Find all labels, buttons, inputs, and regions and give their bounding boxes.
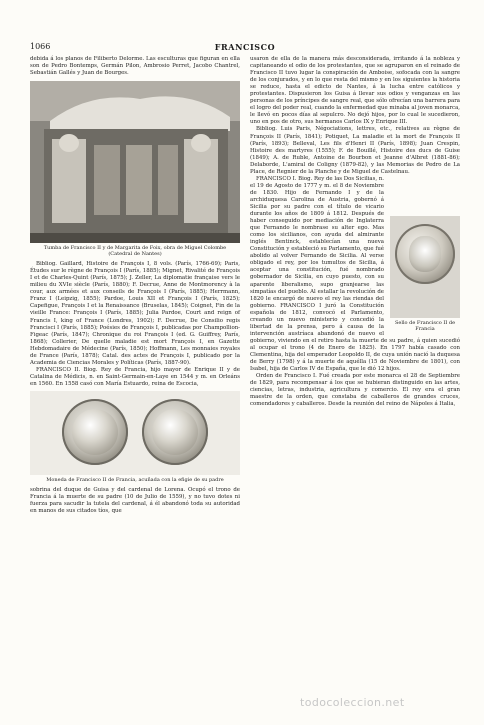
seal-figure (390, 216, 460, 332)
continuation-paragraph: sobrina del duque de Guisa y del cardenal de Lorena. Ocupó el trono de Francia á la muerte de su padre (10 de Julio de 1559), y no tuvo dotes ni fuerza para sacudir la tutela del cardenal, á él abandonó toda su autoridad en manos de sus citados tíos, que (30, 486, 240, 515)
francisco-ii-history: usaron de ella de la manera más desconsiderada, irritando á la nobleza y capitaneando el odio de los protestantes, que se agruparon en el reinado de Francisco II tuvo lugar la conspiración de Amboise, sofocada con la sangre de los conjurados, y en lo que resta del mismo y en los siguientes la historia se reduce, hasta el edicto de Nantes, á la lucha entre católicos y protestantes. Dispusieron los Guisa á llevar sus odios y venganzas en las personas de los príncipes de sangre real, que sólo ofrecían una barrera para el logro del poder real, cuando la enfermedad que minaba al joven monarca, le llevó en pocos días al sepulcro. No dejó hijos, por lo cual le sucedieron, uno en pos de otro, sus hermanos Carlos IX y Enrique III. (250, 56, 460, 126)
intro-paragraph: debida á los planos de Filiberto Delorme. Las esculturas que figuran en ella son de Pedro Bontemps, Germán Pilon, Ambrosio Perret, Jacobo Chantrel, Sebastián Gallés y Juan de Bourges. (30, 56, 240, 77)
tomb-photo (30, 81, 240, 243)
seal-image (395, 224, 455, 284)
page-title: FRANCISCO (214, 42, 276, 52)
coin-obverse (62, 399, 128, 465)
seal-caption: Sello de Francisco II de Francia (394, 319, 456, 332)
seal-photo (390, 216, 460, 318)
bibliography-francisco-i: Bibliog. Gaillard, Histoire de François I, 8 vols. (París, 1766-69); Paris, Études sur le règne de François I (París, 1885); Mignet, Rivalité de François I et de Charles-Quint (París, 1875); J. Zeller, La diplomatie française vers le milieu du XVIe siècle (París, 1880); F. Decrue, Anne de Montmorency à la cour, aux armées et aux conseils de François I (París, 1885); Herrmann, Franz I (Leipzig, 1855); Pardoe, Louis XII et François I (París, 1825); Capefigue, François I et la Renaissance (Bruselas, 1845); Coignet, Fin de la vieille France: François I (París, 1885); Julia Pardoe, Court and reign of Francis I, king of France (Londres, 1902); F. Decrue, De Consilio regis Francisci I (París, 1885); Poésies de François I, publicadas por Champollion-Figeac (París, 1847); Chronique du roi François I (ed. G. Guiffrey, París, 1868); Collerier, De quelle maladie est mort François I, en Gazette Hebdomadaire de Médecine (París, 1850); Hoffmann, Les monnaies royales de France (París, 1878); Catal. des actes de François I, publicado por la Academia de Ciencias Morales y Políticas (París, 1887-90). (30, 261, 240, 366)
page-number: 1066 (30, 42, 51, 51)
right-column (250, 56, 460, 408)
page-header (30, 40, 460, 54)
watermark: todocoleccion.net (300, 696, 405, 709)
left-column (30, 56, 240, 515)
tomb-illustration (30, 81, 240, 243)
tomb-caption: Tumba de Francisco II y de Margarita de Foix, obra de Miguel Colombe (Catedral de Nantes) (43, 245, 227, 258)
coin-reverse (142, 399, 208, 465)
coin-photo (30, 391, 240, 475)
orden-francisco-i: Orden de Francisco I. Fué creada por este monarca el 28 de Septiembre de 1829, para recompensar á los que se hubieran distinguido en las artes, ciencias, letras, industria, agricultura y comercio. El rey era el gran maestre de la orden, que constaba de caballeros de grandes cruces, comendadores y caballeros. Desde la reunión del reino de Nápoles á Italia, (250, 373, 460, 408)
bibliography-francisco-ii: Bibliog. Luis Paris, Négociations, lettres, etc., relatives au règne de François II (París, 1841); Potiquet, La maladie et la mort de François II (París, 1893); Belleval, Les fils d'Henri II (París, 1898); Juan Crespin, Histoire des martyres (1555); F. de Bouillé, Histoire des ducs de Guise (1849); A. de Ruble, Antoine de Bourbon et Jeanne d'Albret (1881-86); Delaborde, L'amiral de Coligny (1879-82), y las Memorias de Pedro de La Place, de Regnier de la Planche y de Miguel de Castelnau. (250, 126, 460, 175)
document-page (30, 40, 460, 690)
coin-caption: Moneda de Francisco II de Francia, acuñada con la efigie de su padre (46, 476, 224, 483)
entry-francisco-i-dos-sicilias: FRANCISCO I. Biog. Rey de las Dos Sicilias, n. el 19 de Agosto de 1777 y m. el 8 de Noviembre de 1830. Hijo de Fernando I y de la archiduquesa Carolina de Austria, gobernó á Sicilia por su padre con el título de vicario durante los años de 1809 á 1812. Después de haber conseguido por mediación de Inglaterra que Fernando le nombrase su alter ego. Mas como los sicilianos, con ayuda del almirante inglés Bentinck, establecían una nueva Constitución y estableció su Parlamento, que fué abolido al volver Fernando de Sicilia. Al verse obligado el rey, por los tumultos de Sicilia, á aceptar una constitución, fué nombrado gobernador de Sicilia, en cuyo puesto, con su aparente liberalismo, supo granjearse las simpatías del pueblo. Al estallar la revolución de 1820 le encargó de nuevo el rey las riendas del gobierno. FRANCISCO I juró la Constitución española de 1812, convocó el Parlamento, creando un nuevo ministerio y concedió la libertad de la prensa, pero á causa de la intervención austríaca abandonó de nuevo el gobierno, viviendo en el retiro hasta la muerte de su padre, á quien sucedió al ocupar el trono (4 de Enero de 1825). En 1797 había casado con Clementina, hija del emperador Leopoldo II, de cuya unión nació la duquesa de Berry (1798) y á la muerte de aquélla (15 de Noviembre de 1801), con Isabel, hija de Carlos IV de España, que le dió 12 hijos. (250, 175, 460, 373)
entry-francisco-ii: FRANCISCO II. Biog. Rey de Francia, hijo mayor de Enrique II y de Catalina de Médicis, n. en Saint-Germain-en-Laye en 1544 y m. en Orleáns en 1560. En 1558 casó con María Estuardo, reina de Escocia, (30, 366, 240, 387)
